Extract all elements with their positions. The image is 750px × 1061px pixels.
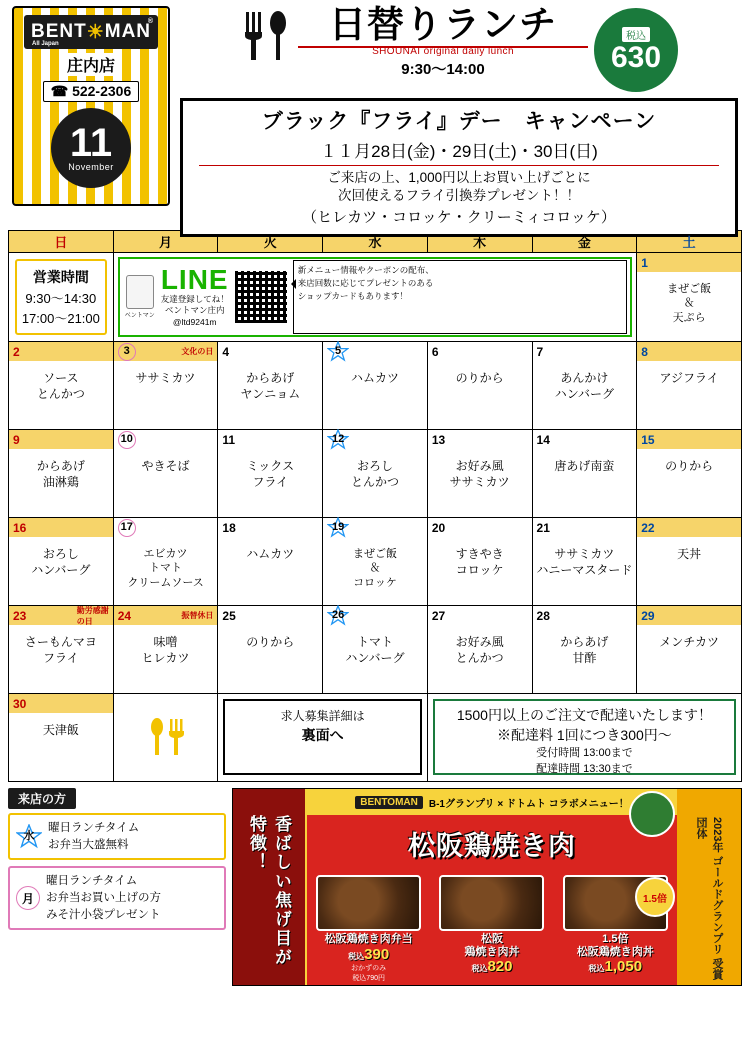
daily-menu: 味噌 ヒレカツ: [141, 635, 190, 665]
mascot-character-icon: [629, 791, 675, 837]
recruit-cell: [218, 694, 427, 782]
line-promo-box[interactable]: [118, 257, 633, 337]
day-number-bar: [9, 342, 113, 361]
daily-menu: からあげ ヤンニョム: [240, 371, 301, 401]
day-cell-3: [113, 342, 218, 430]
calendar-row: [9, 606, 742, 694]
product-subnote: おかずのみ 税込790円: [351, 964, 387, 982]
line-promo-cell: [113, 253, 637, 342]
daily-menu: おろし とんかつ: [350, 459, 399, 489]
day-cell-18: [218, 518, 323, 606]
daily-menu: 唐あげ南蛮: [554, 459, 615, 473]
product-photo: [439, 875, 544, 931]
tax-included-label: 税込: [622, 27, 650, 42]
product-name: 松阪 鶏焼き肉丼: [464, 933, 520, 958]
calendar-row: [9, 430, 742, 518]
mascot-label: ベントマン: [124, 313, 155, 319]
day-number-bar: [9, 430, 113, 449]
campaign-body-1: ご来店の上、1,000円以上お買い上げごとに: [327, 170, 591, 185]
daily-menu: メンチカツ: [659, 635, 719, 649]
callout-line-2: 来店回数に応じてプレゼントのある: [297, 277, 434, 288]
phone-number: ☎ 522-2306: [43, 81, 140, 102]
day-cell-6: [427, 342, 532, 430]
day-number-bar: [637, 253, 741, 272]
line-benefits-callout: [293, 260, 628, 334]
day-number: 1: [641, 255, 648, 270]
daily-menu: さーもんマヨ フライ: [24, 635, 97, 665]
circle-icon: [16, 886, 40, 910]
callout-line-1: 新メニュー情報やクーポンの配布、: [297, 265, 434, 275]
day-number-bar: [323, 430, 427, 449]
day-number-bar: [9, 694, 113, 713]
line-text-3: @ltd9241m: [172, 316, 217, 327]
day-number: 30: [13, 696, 27, 711]
visitor-tag: 来店の方: [8, 788, 76, 809]
day-cell-8: [637, 342, 742, 430]
month-number: 11: [69, 121, 113, 165]
day-number-bar: [428, 518, 532, 537]
day-number-bar: [218, 342, 322, 361]
holiday-label: 振替休日: [181, 611, 214, 620]
bentoman-logo: [24, 15, 158, 49]
circle-icon: 10: [118, 431, 136, 449]
star-icon: 12: [327, 429, 349, 450]
day-number: 18: [222, 520, 236, 535]
cutlery-icon: [114, 694, 218, 780]
wednesday-note-line-2: お弁当大盛無料: [48, 838, 129, 851]
footer: [8, 788, 742, 986]
day-number-bar: [533, 518, 637, 537]
ad-top-text: B-1グランプリ × ドトムト コラボメニュー！: [428, 798, 629, 810]
day-cell-25: [218, 606, 323, 694]
monday-note-line-2: お弁当お買い上げの方: [46, 892, 161, 905]
delivery-line-2: ※配達料 1回につき300円〜: [497, 727, 672, 744]
hours-line-2: 17:00〜21:00: [21, 310, 100, 326]
day-cell-11: [218, 430, 323, 518]
day-number-bar: [533, 606, 637, 625]
day-cell-20: [427, 518, 532, 606]
daily-menu: やきそば: [141, 459, 190, 473]
day-number-bar: [323, 342, 427, 361]
daily-menu: ハムカツ: [246, 547, 295, 561]
monday-note-line-1: 曜日ランチタイム: [46, 875, 138, 888]
menu-calendar: [8, 230, 742, 782]
delivery-cell: [427, 694, 741, 782]
wednesday-note-line-1: 曜日ランチタイム: [48, 822, 140, 834]
day-number-bar: [637, 606, 741, 625]
ad-product-item: [430, 873, 553, 985]
monday-note: [8, 866, 226, 930]
weekday-header-wed: 水: [323, 231, 428, 253]
header: [8, 4, 742, 227]
day-cell-2: [9, 342, 114, 430]
product-name: 松阪鶏焼き肉弁当: [324, 933, 413, 945]
line-text-2: ベントマン庄内: [164, 305, 225, 316]
day-number: 28: [536, 608, 550, 623]
ad-top-band: [307, 789, 677, 815]
star-icon: 19: [327, 517, 349, 538]
store-logo-block: [12, 6, 170, 206]
day-cell-1: [637, 253, 742, 342]
day-cell-12: [323, 430, 428, 518]
month-name-english: November: [68, 162, 114, 172]
day-cell-27: [427, 606, 532, 694]
delivery-line-1: 1500円以上のご注文で配達いたします！: [456, 707, 712, 723]
delivery-line-4: 配達時間 13:30まで: [536, 762, 633, 775]
daily-menu: すきやき コロッケ: [455, 547, 504, 577]
campaign-title: ブラック『フライ』デー キャンペーン: [261, 110, 657, 133]
day-number: 22: [641, 520, 655, 535]
page-title: 日替りランチ: [329, 4, 557, 45]
page-title-english: SHOUNAI original daily lunch: [372, 45, 514, 57]
day-number-bar: [533, 430, 637, 449]
daily-menu: のりから: [665, 459, 714, 473]
qr-code-icon[interactable]: [233, 269, 289, 325]
ad-left-text: 香ばしい焦げ目が特徴！: [247, 815, 291, 967]
day-number: 21: [536, 520, 550, 535]
campaign-body-3: （ヒレカツ・コロッケ・クリーミィコロッケ）: [302, 209, 616, 227]
star-icon: 5: [327, 341, 349, 362]
ad-product-list: [307, 873, 677, 985]
day-cell-17: [113, 518, 218, 606]
business-hours-box: [15, 259, 107, 335]
day-cell-24: [113, 606, 218, 694]
brand-sub-label: All Japan: [32, 41, 59, 47]
wednesday-note: [8, 813, 226, 860]
calendar-row: [9, 518, 742, 606]
weekday-header-mon: 月: [113, 231, 218, 253]
day-number-bar: [323, 518, 427, 537]
daily-menu: トマト ハンバーグ: [345, 635, 405, 665]
brand-text-tail: MAN: [104, 21, 152, 42]
delivery-box: [433, 699, 736, 775]
day-number: 9: [13, 432, 20, 447]
day-number: 15: [641, 432, 655, 447]
campaign-divider: [199, 165, 719, 166]
day-number: 25: [222, 608, 236, 623]
price-value: 630: [610, 40, 662, 74]
trademark-icon: ®: [147, 18, 154, 25]
product-price: 税込820: [471, 958, 513, 976]
day-number-bar: [9, 606, 113, 625]
daily-menu: おろし ハンバーグ: [31, 547, 91, 577]
weekday-header-fri: 金: [532, 231, 637, 253]
cutlery-decoration-cell: [113, 694, 218, 782]
line-logo: LINE: [160, 263, 229, 295]
ad-right-text: 2023年 ゴールドグランプリ 受賞団体: [695, 817, 723, 980]
day-number: 24: [117, 608, 132, 623]
day-number-bar: [9, 518, 113, 537]
daily-menu: お好み風 とんかつ: [455, 635, 504, 665]
day-number-bar: [428, 342, 532, 361]
day-cell-7: [532, 342, 637, 430]
daily-menu: ハムカツ: [350, 371, 399, 385]
day-cell-15: [637, 430, 742, 518]
daily-menu: ソース とんかつ: [36, 371, 85, 401]
day-cell-30: [9, 694, 114, 782]
cutlery-icon: [240, 8, 292, 62]
day-cell-23: [9, 606, 114, 694]
day-number: 2: [13, 344, 20, 359]
day-cell-13: [427, 430, 532, 518]
daily-menu: 天津飯: [42, 723, 79, 737]
day-number-bar: [218, 606, 322, 625]
day-cell-16: [9, 518, 114, 606]
weekday-header-thu: 木: [427, 231, 532, 253]
day-number: 6: [431, 344, 439, 359]
ad-main-title: 松阪鶏焼き肉: [408, 830, 576, 861]
wednesday-mark: 水: [23, 830, 35, 843]
campaign-body-2: 次回使えるフライ引換券プレゼント！！: [337, 188, 581, 204]
daily-menu: 天丼: [677, 547, 702, 561]
circle-icon: 3: [118, 343, 136, 361]
daily-menu: からあげ 油淋鶏: [36, 459, 85, 489]
recruit-box: [223, 699, 421, 775]
daily-menu: まぜご飯 ＆ コロッケ: [352, 548, 397, 589]
hours-line-1: 9:30〜14:30: [25, 290, 97, 306]
month-badge: [51, 108, 131, 188]
day-number: 27: [431, 608, 446, 623]
day-cell-14: [532, 430, 637, 518]
hours-cell: [9, 253, 114, 342]
day-cell-26: [323, 606, 428, 694]
monday-mark: 月: [21, 891, 34, 906]
day-number-bar: [637, 342, 741, 361]
day-cell-10: [113, 430, 218, 518]
callout-line-3: ショップカードもあります！: [297, 290, 408, 301]
campaign-banner: [180, 98, 738, 237]
sun-icon: ☀: [86, 21, 105, 43]
star-icon: [16, 824, 42, 849]
daily-menu: まぜご飯 ＆ 天ぷら: [667, 283, 712, 324]
hours-title: 営業時間: [32, 269, 89, 285]
line-text-1: 友達登録してね！: [160, 293, 229, 304]
daily-menu: のりから: [246, 635, 295, 649]
ad-right-band: [677, 789, 741, 985]
day-cell-21: [532, 518, 637, 606]
holiday-label: 勤労感謝 の日: [76, 605, 109, 626]
daily-menu: ササミカツ: [135, 371, 196, 385]
holiday-label: 文化の日: [181, 347, 214, 356]
ad-main-title-wrap: [307, 815, 677, 871]
price-badge: [594, 8, 678, 92]
day-number: 11: [222, 432, 236, 447]
daily-menu: のりから: [455, 371, 504, 385]
day-number-bar: [218, 518, 322, 537]
day-number-bar: [114, 430, 218, 449]
day-cell-19: [323, 518, 428, 606]
day-number: 16: [13, 520, 27, 535]
visitor-notes: [8, 788, 226, 986]
calendar-row: [9, 694, 742, 782]
daily-menu: エビカツ トマト クリームソース: [127, 548, 204, 589]
circle-icon: 17: [118, 519, 136, 537]
promo-advertisement[interactable]: [232, 788, 742, 986]
daily-menu: アジフライ: [659, 371, 719, 385]
daily-menu: お好み風 ササミカツ: [449, 459, 510, 489]
calendar-row: [9, 342, 742, 430]
day-number: 8: [641, 344, 648, 359]
delivery-line-3: 受付時間 13:00まで: [536, 746, 633, 759]
day-number: 29: [641, 608, 655, 623]
weekday-header-sat: 土: [637, 231, 742, 253]
day-cell-5: [323, 342, 428, 430]
ad-product-item: [307, 873, 430, 985]
daily-menu: ミックス フライ: [246, 459, 295, 489]
product-name: 1.5倍 松阪鶏焼き肉丼: [576, 933, 654, 958]
ad-badge: 1.5倍: [635, 877, 675, 917]
weekday-header-tue: 火: [218, 231, 323, 253]
day-number: 20: [431, 520, 446, 535]
day-number: 13: [431, 432, 446, 447]
day-cell-22: [637, 518, 742, 606]
ad-left-band: [233, 789, 307, 985]
star-icon: 26: [327, 605, 349, 626]
day-number: 14: [536, 432, 550, 447]
day-number-bar: [428, 430, 532, 449]
store-name: 庄内店: [61, 53, 121, 76]
product-photo: [316, 875, 421, 931]
day-number-bar: [323, 606, 427, 625]
day-number-bar: [218, 430, 322, 449]
day-number-bar: [114, 606, 218, 625]
day-number-bar: [114, 518, 218, 537]
day-number: 23: [13, 608, 27, 623]
daily-menu: ササミカツ ハニーマスタード: [536, 547, 633, 577]
calendar-row-1: [9, 253, 742, 342]
mascot-icon: [123, 275, 157, 319]
day-number-bar: [114, 342, 218, 361]
campaign-dates: １１月28日(金)・29日(土)・30日(日): [320, 142, 598, 161]
ad-brand-logo: BENTOMAN: [355, 796, 423, 809]
recruit-line-2: 裏面へ: [301, 727, 344, 743]
day-cell-29: [637, 606, 742, 694]
day-cell-28: [532, 606, 637, 694]
day-number-bar: [428, 606, 532, 625]
day-cell-9: [9, 430, 114, 518]
product-price: 税込390: [348, 945, 390, 963]
product-price: 税込1,050: [588, 958, 643, 976]
day-number-bar: [533, 342, 637, 361]
day-cell-4: [218, 342, 323, 430]
day-number: 4: [222, 344, 230, 359]
lunch-time: 9:30〜14:00: [401, 60, 485, 78]
day-number-bar: [637, 518, 741, 537]
brand-text: BENT: [30, 21, 87, 42]
recruit-line-1: 求人募集詳細は: [280, 709, 365, 723]
day-number-bar: [637, 430, 741, 449]
day-number: 7: [536, 344, 544, 359]
daily-menu: からあげ 甘酢: [560, 635, 609, 665]
daily-menu: あんかけ ハンバーグ: [554, 371, 614, 401]
monday-note-line-3: みそ汁小袋プレゼント: [46, 908, 161, 921]
weekday-header-sun: 日: [9, 231, 114, 253]
